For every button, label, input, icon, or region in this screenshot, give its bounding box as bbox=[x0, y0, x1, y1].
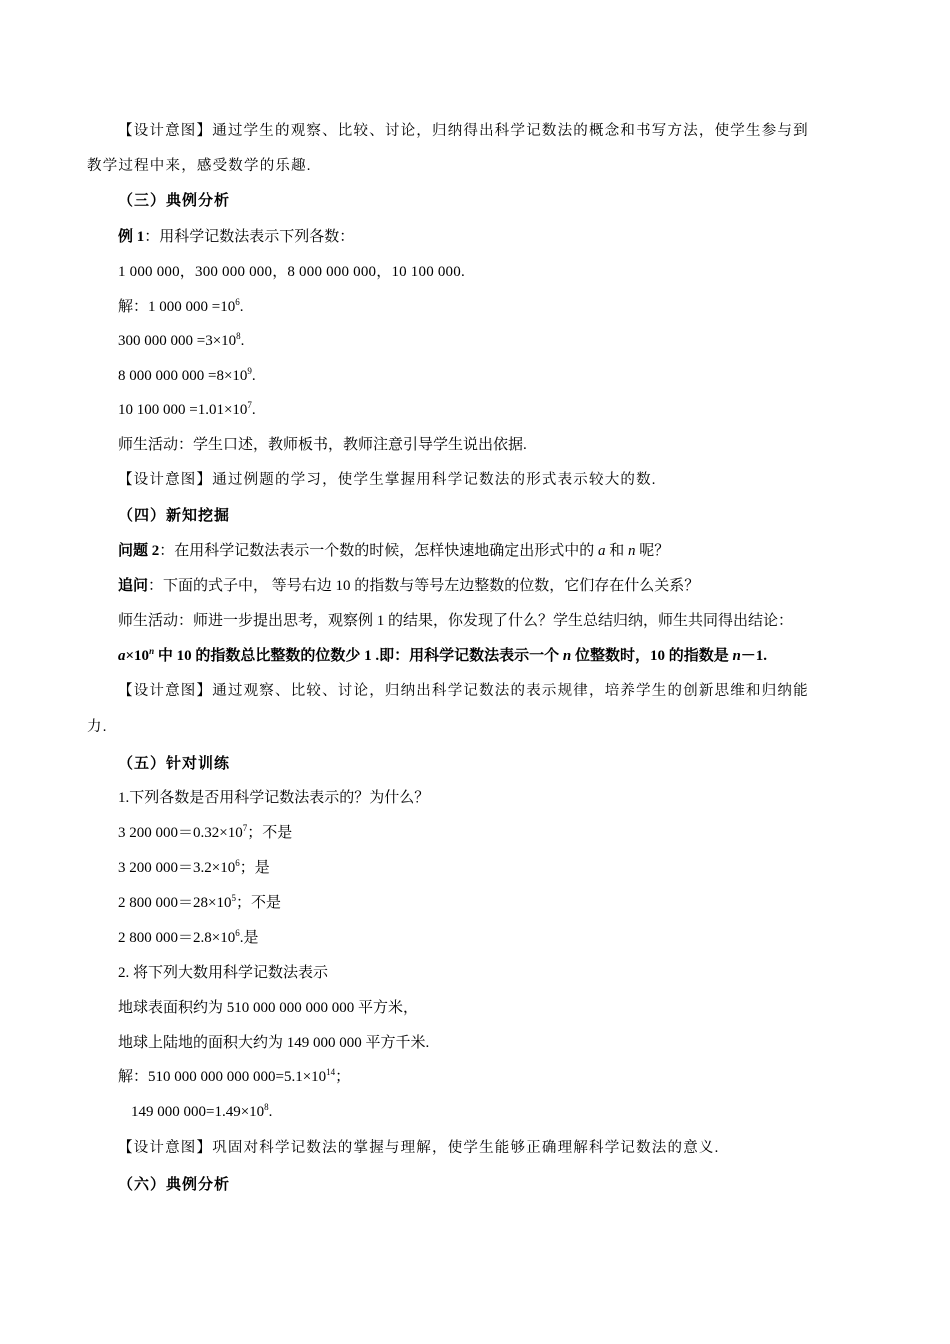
design-intent-1-line-2: 教学过程中来，感受数学的乐趣. bbox=[87, 158, 312, 174]
solution-2-text: 300 000 000 =3×10 bbox=[118, 333, 237, 349]
solution-2-exponent: 8 bbox=[236, 331, 241, 341]
exercise-2-prompt: 2. 将下列大数用科学记数法表示 bbox=[118, 965, 329, 981]
question-2 bbox=[118, 541, 669, 561]
exercise-1-item bbox=[118, 823, 292, 843]
solution-3-text: 8 000 000 000 =8×10 bbox=[118, 368, 248, 384]
question-2-connector: 和 bbox=[605, 543, 629, 559]
solution-1-exponent: 6 bbox=[235, 297, 240, 307]
solution-line-5 bbox=[118, 1067, 350, 1087]
exercise-1-item-answer: ；不是 bbox=[247, 825, 293, 841]
follow-up-question bbox=[118, 576, 699, 596]
exercise-1-item-exponent: 6 bbox=[235, 858, 240, 868]
solution-1-suffix: . bbox=[239, 299, 244, 315]
section-3-heading: （三）典例分析 bbox=[118, 191, 231, 209]
exercise-1-item bbox=[118, 858, 270, 878]
exercise-1-item-text: 2 800 000＝2.8×10 bbox=[118, 930, 236, 946]
question-2-text: ：在用科学记数法表示一个数的时候，怎样快速地确定出形式中的 bbox=[159, 543, 599, 559]
solution-5-suffix: ； bbox=[335, 1069, 351, 1085]
solution-5-text: 解：510 000 000 000 000=5.1×10 bbox=[118, 1069, 327, 1085]
variable-a: a bbox=[598, 543, 606, 559]
solution-1-text: 解：1 000 000 =10 bbox=[118, 299, 236, 315]
conclusion-variable-n-2: n bbox=[732, 648, 741, 664]
section-5-heading: （五）针对训练 bbox=[118, 754, 231, 772]
conclusion-times-ten: ×10 bbox=[125, 648, 150, 664]
teacher-student-activity-2: 师生活动：师进一步提出思考，观察例 1 的结果，你发现了什么？学生总结归纳，师生共同得出结论： bbox=[118, 613, 794, 629]
design-intent-3-line-2: 力. bbox=[87, 719, 108, 735]
exercise-1-item-exponent: 5 bbox=[231, 893, 236, 903]
solution-line-2 bbox=[118, 331, 244, 351]
exercise-1-prompt: 1.下列各数是否用科学记数法表示的？为什么？ bbox=[118, 790, 430, 806]
solution-line-3 bbox=[118, 366, 256, 386]
exercise-1-item-answer: .是 bbox=[239, 930, 259, 946]
exercise-1-item-text: 3 200 000＝3.2×10 bbox=[118, 860, 236, 876]
solution-5-exponent: 14 bbox=[326, 1067, 336, 1077]
follow-up-label: 追问 bbox=[118, 578, 149, 594]
conclusion-text-1: 中 10 的指数总比整数的位数少 1 .即：用科学记数法表示一个 bbox=[154, 648, 563, 664]
question-2-label: 问题 2 bbox=[118, 543, 160, 559]
exercise-2-line-1: 地球表面积约为 510 000 000 000 000 平方米， bbox=[118, 1000, 419, 1016]
conclusion-variable-n: n bbox=[562, 648, 572, 664]
exercise-1-item bbox=[118, 893, 281, 913]
solution-3-exponent: 9 bbox=[247, 366, 252, 376]
exercise-1-item-exponent: 7 bbox=[242, 823, 248, 833]
design-intent-1-line-1: 【设计意图】通过学生的观察、比较、讨论，归纳得出科学记数法的概念和书写方法，使学生参与到 bbox=[118, 123, 809, 139]
solution-6-exponent: 8 bbox=[264, 1102, 269, 1112]
solution-6-suffix: . bbox=[268, 1104, 273, 1120]
solution-2-suffix: . bbox=[240, 333, 245, 349]
conclusion-exponent-n: n bbox=[149, 646, 155, 656]
exercise-1-item bbox=[118, 928, 258, 948]
exercise-1-item-exponent: 6 bbox=[235, 928, 240, 938]
example-1-numbers: 1 000 000，300 000 000，8 000 000 000，10 100 000. bbox=[118, 264, 465, 280]
section-6-heading: （六）典例分析 bbox=[118, 1175, 231, 1193]
conclusion-text-3: －1. bbox=[740, 648, 768, 664]
solution-3-suffix: . bbox=[251, 368, 256, 384]
solution-line-1 bbox=[118, 297, 243, 317]
teacher-student-activity-1: 师生活动：学生口述，教师板书，教师注意引导学生说出依据. bbox=[118, 437, 527, 453]
question-2-ending: 呢？ bbox=[635, 543, 670, 559]
solution-4-text: 10 100 000 =1.01×10 bbox=[118, 402, 248, 418]
solution-4-suffix: . bbox=[251, 402, 256, 418]
section-4-heading: （四）新知挖掘 bbox=[118, 506, 231, 524]
conclusion bbox=[118, 646, 767, 666]
exercise-1-item-text: 3 200 000＝0.32×10 bbox=[118, 825, 243, 841]
follow-up-text: ：下面的式子中， 等号右边 10 的指数与等号左边整数的位数，它们存在什么关系？ bbox=[148, 578, 700, 594]
exercise-1-item-text: 2 800 000＝28×10 bbox=[118, 895, 232, 911]
solution-line-4 bbox=[118, 400, 256, 420]
solution-4-exponent: 7 bbox=[247, 400, 252, 410]
design-intent-2: 【设计意图】通过例题的学习，使学生掌握用科学记数法的形式表示较大的数. bbox=[118, 472, 657, 488]
exercise-2-line-2: 地球上陆地的面积大约为 149 000 000 平方千米. bbox=[118, 1035, 430, 1051]
design-intent-3-line-1: 【设计意图】通过观察、比较、讨论，归纳出科学记数法的表示规律，培养学生的创新思维和归纳能 bbox=[118, 683, 809, 699]
exercise-1-item-answer: ；不是 bbox=[235, 895, 281, 911]
example-1-prompt bbox=[118, 227, 354, 247]
design-intent-4: 【设计意图】巩固对科学记数法的掌握与理解，使学生能够正确理解科学记数法的意义. bbox=[118, 1140, 720, 1156]
exercise-1-item-answer: ；是 bbox=[239, 860, 270, 876]
example-1-text: ：用科学记数法表示下列各数： bbox=[144, 229, 355, 245]
variable-n: n bbox=[628, 543, 636, 559]
example-1-label: 例 1 bbox=[118, 229, 145, 245]
solution-line-6 bbox=[131, 1102, 272, 1122]
conclusion-variable-a: a bbox=[118, 648, 126, 664]
solution-6-text: 149 000 000=1.49×10 bbox=[131, 1104, 265, 1120]
conclusion-text-2: 位整数时，10 的指数是 bbox=[571, 648, 733, 664]
